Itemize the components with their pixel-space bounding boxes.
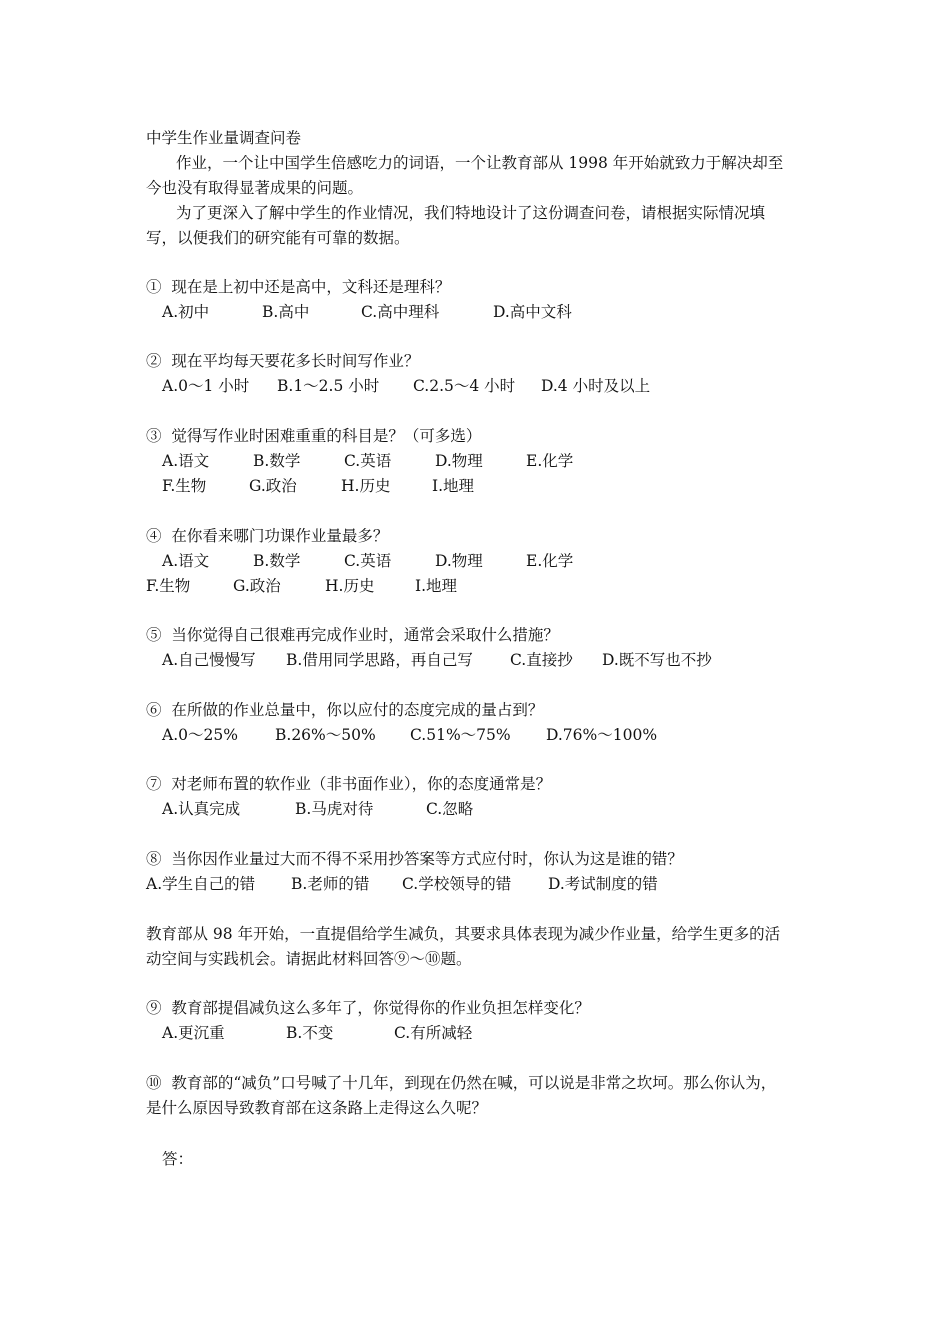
option-g[interactable]: G.政治 [249, 477, 297, 495]
question-text: 现在是上初中还是高中，文科还是理科？ [171, 278, 451, 296]
option-a[interactable]: A.自己慢慢写 [162, 651, 256, 669]
question-number: ③ [146, 427, 162, 445]
option-b[interactable]: B.26%～50% [275, 726, 376, 744]
option-h[interactable]: H.历史 [341, 477, 391, 495]
option-a[interactable]: A.更沉重 [162, 1024, 225, 1042]
question-text: 觉得写作业时困难重重的科目是？（可多选） [171, 427, 482, 445]
option-a[interactable]: A.语文 [162, 452, 210, 470]
option-e[interactable]: E.化学 [526, 452, 574, 470]
option-a[interactable]: A.语文 [162, 552, 210, 570]
context-line: 教育部从 98 年开始，一直提倡给学生减负，其要求具体表现为减少作业量，给学生更多的活 [146, 925, 781, 943]
option-c[interactable]: C.直接抄 [510, 651, 573, 669]
question-text: 当你觉得自己很难再完成作业时，通常会采取什么措施？ [171, 626, 559, 644]
option-f[interactable]: F.生物 [162, 477, 207, 495]
option-b[interactable]: B.马虎对待 [295, 800, 374, 818]
question-2 [146, 351, 419, 371]
question-number: ⑦ [146, 775, 162, 793]
question-number: ⑧ [146, 850, 162, 868]
intro-line: 为了更深入了解中学生的作业情况，我们特地设计了这份调查问卷，请根据实际情况填 [176, 204, 766, 222]
option-b[interactable]: B.老师的错 [291, 875, 370, 893]
option-c[interactable]: C.51%～75% [410, 726, 511, 744]
option-c[interactable]: C.英语 [344, 552, 392, 570]
option-a[interactable]: A.初中 [162, 303, 210, 321]
option-b[interactable]: B.借用同学思路，再自己写 [286, 651, 473, 669]
option-e[interactable]: E.化学 [526, 552, 574, 570]
option-f[interactable]: F.生物 [146, 577, 191, 595]
option-b[interactable]: B.不变 [286, 1024, 334, 1042]
question-number: ⑨ [146, 999, 162, 1017]
option-c[interactable]: C.学校领导的错 [402, 875, 512, 893]
option-d[interactable]: D.考试制度的错 [548, 875, 658, 893]
option-d[interactable]: D.既不写也不抄 [602, 651, 712, 669]
survey-title: 中学生作业量调查问卷 [146, 129, 302, 147]
option-b[interactable]: B.1～2.5 小时 [277, 377, 380, 395]
option-a[interactable]: A.认真完成 [162, 800, 241, 818]
option-d[interactable]: D.76%～100% [546, 726, 658, 744]
option-c[interactable]: C.忽略 [426, 800, 474, 818]
question-text: 对老师布置的软作业（非书面作业），你的态度通常是？ [171, 775, 552, 793]
option-a[interactable]: A.0～25% [162, 726, 238, 744]
option-b[interactable]: B.高中 [262, 303, 310, 321]
question-5 [146, 625, 559, 645]
question-number: ⑤ [146, 626, 162, 644]
question-text: 在你看来哪门功课作业量最多？ [171, 527, 389, 545]
option-d[interactable]: D.物理 [435, 452, 483, 470]
option-d[interactable]: D.4 小时及以上 [541, 377, 651, 395]
intro-line: 写，以便我们的研究能有可靠的数据。 [146, 229, 410, 247]
option-b[interactable]: B.数学 [253, 552, 301, 570]
question-text: 在所做的作业总量中，你以应付的态度完成的量占到？ [171, 701, 544, 719]
option-d[interactable]: D.高中文科 [493, 303, 572, 321]
question-number: ⑩ [146, 1074, 162, 1092]
question-10-continued: 是什么原因导致教育部在这条路上走得这么久呢？ [146, 1099, 488, 1117]
question-text: 现在平均每天要花多长时间写作业？ [171, 352, 420, 370]
question-8 [146, 849, 683, 869]
question-4 [146, 526, 388, 546]
intro-line: 今也没有取得显著成果的问题。 [146, 179, 364, 197]
question-text: 当你因作业量过大而不得不采用抄答案等方式应付时，你认为这是谁的错？ [171, 850, 683, 868]
option-a[interactable]: A.0～1 小时 [162, 377, 250, 395]
answer-label: 答： [162, 1150, 194, 1168]
question-text: 教育部提倡减负这么多年了，你觉得你的作业负担怎样变化？ [171, 999, 590, 1017]
option-c[interactable]: C.有所减轻 [394, 1024, 473, 1042]
question-number: ⑥ [146, 701, 162, 719]
question-number: ④ [146, 527, 162, 545]
intro-line: 作业，一个让中国学生倍感吃力的词语，一个让教育部从 1998 年开始就致力于解决却至 [176, 154, 784, 172]
question-text: 教育部的“减负”口号喊了十几年，到现在仍然在喊，可以说是非常之坎坷。那么你认为， [171, 1074, 777, 1092]
option-h[interactable]: H.历史 [325, 577, 375, 595]
option-c[interactable]: C.英语 [344, 452, 392, 470]
question-3 [146, 426, 481, 446]
option-b[interactable]: B.数学 [253, 452, 301, 470]
option-i[interactable]: I.地理 [432, 477, 475, 495]
option-c[interactable]: C.高中理科 [361, 303, 440, 321]
question-number: ① [146, 278, 162, 296]
option-d[interactable]: D.物理 [435, 552, 483, 570]
question-9 [146, 998, 590, 1018]
question-7 [146, 774, 551, 794]
option-g[interactable]: G.政治 [233, 577, 281, 595]
question-1 [146, 277, 450, 297]
option-a[interactable]: A.学生自己的错 [146, 875, 256, 893]
context-line: 动空间与实践机会。请据此材料回答⑨～⑩题。 [146, 950, 472, 968]
option-c[interactable]: C.2.5～4 小时 [413, 377, 516, 395]
question-10 [146, 1073, 776, 1093]
question-number: ② [146, 352, 162, 370]
option-i[interactable]: I.地理 [415, 577, 458, 595]
question-6 [146, 700, 543, 720]
